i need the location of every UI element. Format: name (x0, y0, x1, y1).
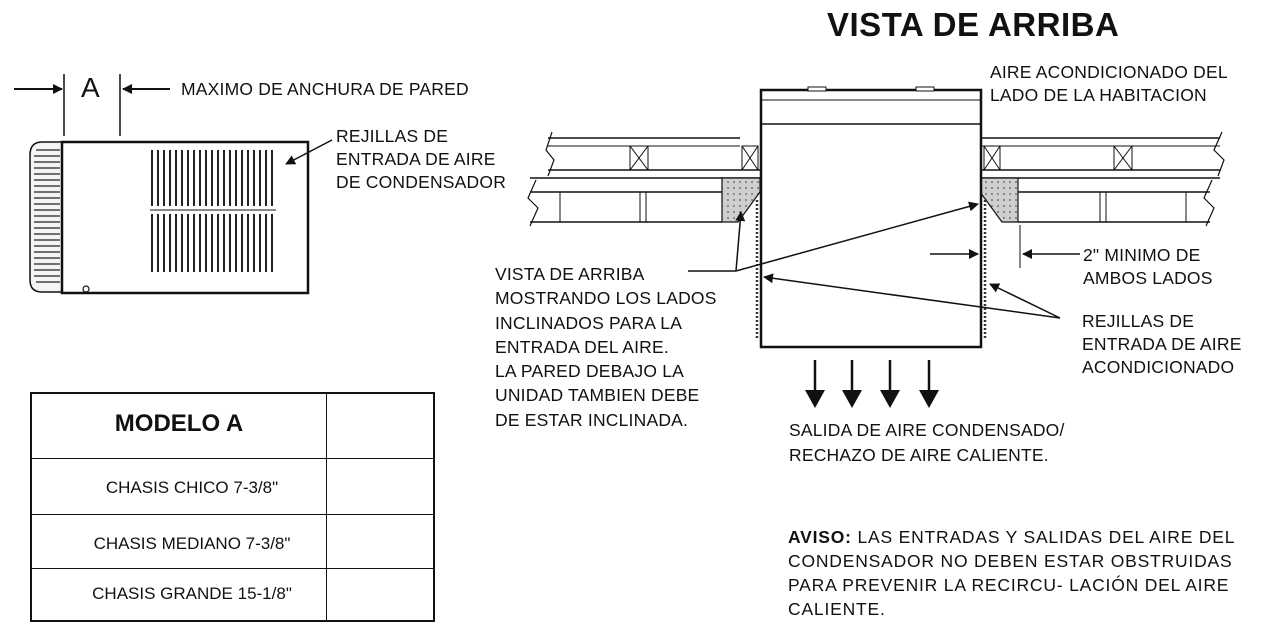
outlet-arrows (805, 360, 939, 408)
side-view-unit (14, 74, 332, 293)
notice (788, 525, 1264, 621)
table-row: CHASIS GRANDE 15-1/8" (92, 584, 292, 603)
top-view-unit (757, 87, 985, 347)
page-title: VISTA DE ARRIBA (827, 6, 1120, 43)
outlet-label: SALIDA DE AIRE CONDENSADO/ RECHAZO DE AIRE CALIENTE. (789, 420, 1065, 465)
notice-label: AVISO: (788, 527, 852, 547)
model-table (30, 392, 435, 622)
notice-text: LAS ENTRADAS Y SALIDAS DEL AIRE DEL CONDENSADOR NO DEBEN ESTAR OBSTRUIDAS PARA PREVENIR LA RECIRCU- LACIÓN DEL AIRE CALIENTE. (788, 527, 1235, 619)
conditioned-inlet-label: REJILLAS DE ENTRADA DE AIRE ACONDICIONADO (1082, 311, 1242, 377)
clearance-label: 2" MINIMO DE AMBOS LADOS (1083, 245, 1213, 288)
wall-width-label: MAXIMO DE ANCHURA DE PARED (181, 79, 469, 99)
table-row: CHASIS MEDIANO 7-3/8" (93, 534, 291, 553)
view-description: VISTA DE ARRIBA MOSTRANDO LOS LADOS INCLINADOS PARA LA ENTRADA DEL AIRE. LA PARED DEBAJO LA UNIDAD TAMBIEN DEBE DE ESTAR INCLINADA. (495, 264, 717, 430)
condenser-inlet-label: REJILLAS DE ENTRADA DE AIRE DE CONDENSADOR (336, 126, 507, 192)
table-header: MODELO A (114, 410, 244, 437)
dimension-letter: A (81, 72, 100, 103)
table-row: CHASIS CHICO 7-3/8" (105, 478, 279, 497)
room-side-label: AIRE ACONDICIONADO DEL LADO DE LA HABITACION (990, 62, 1228, 105)
